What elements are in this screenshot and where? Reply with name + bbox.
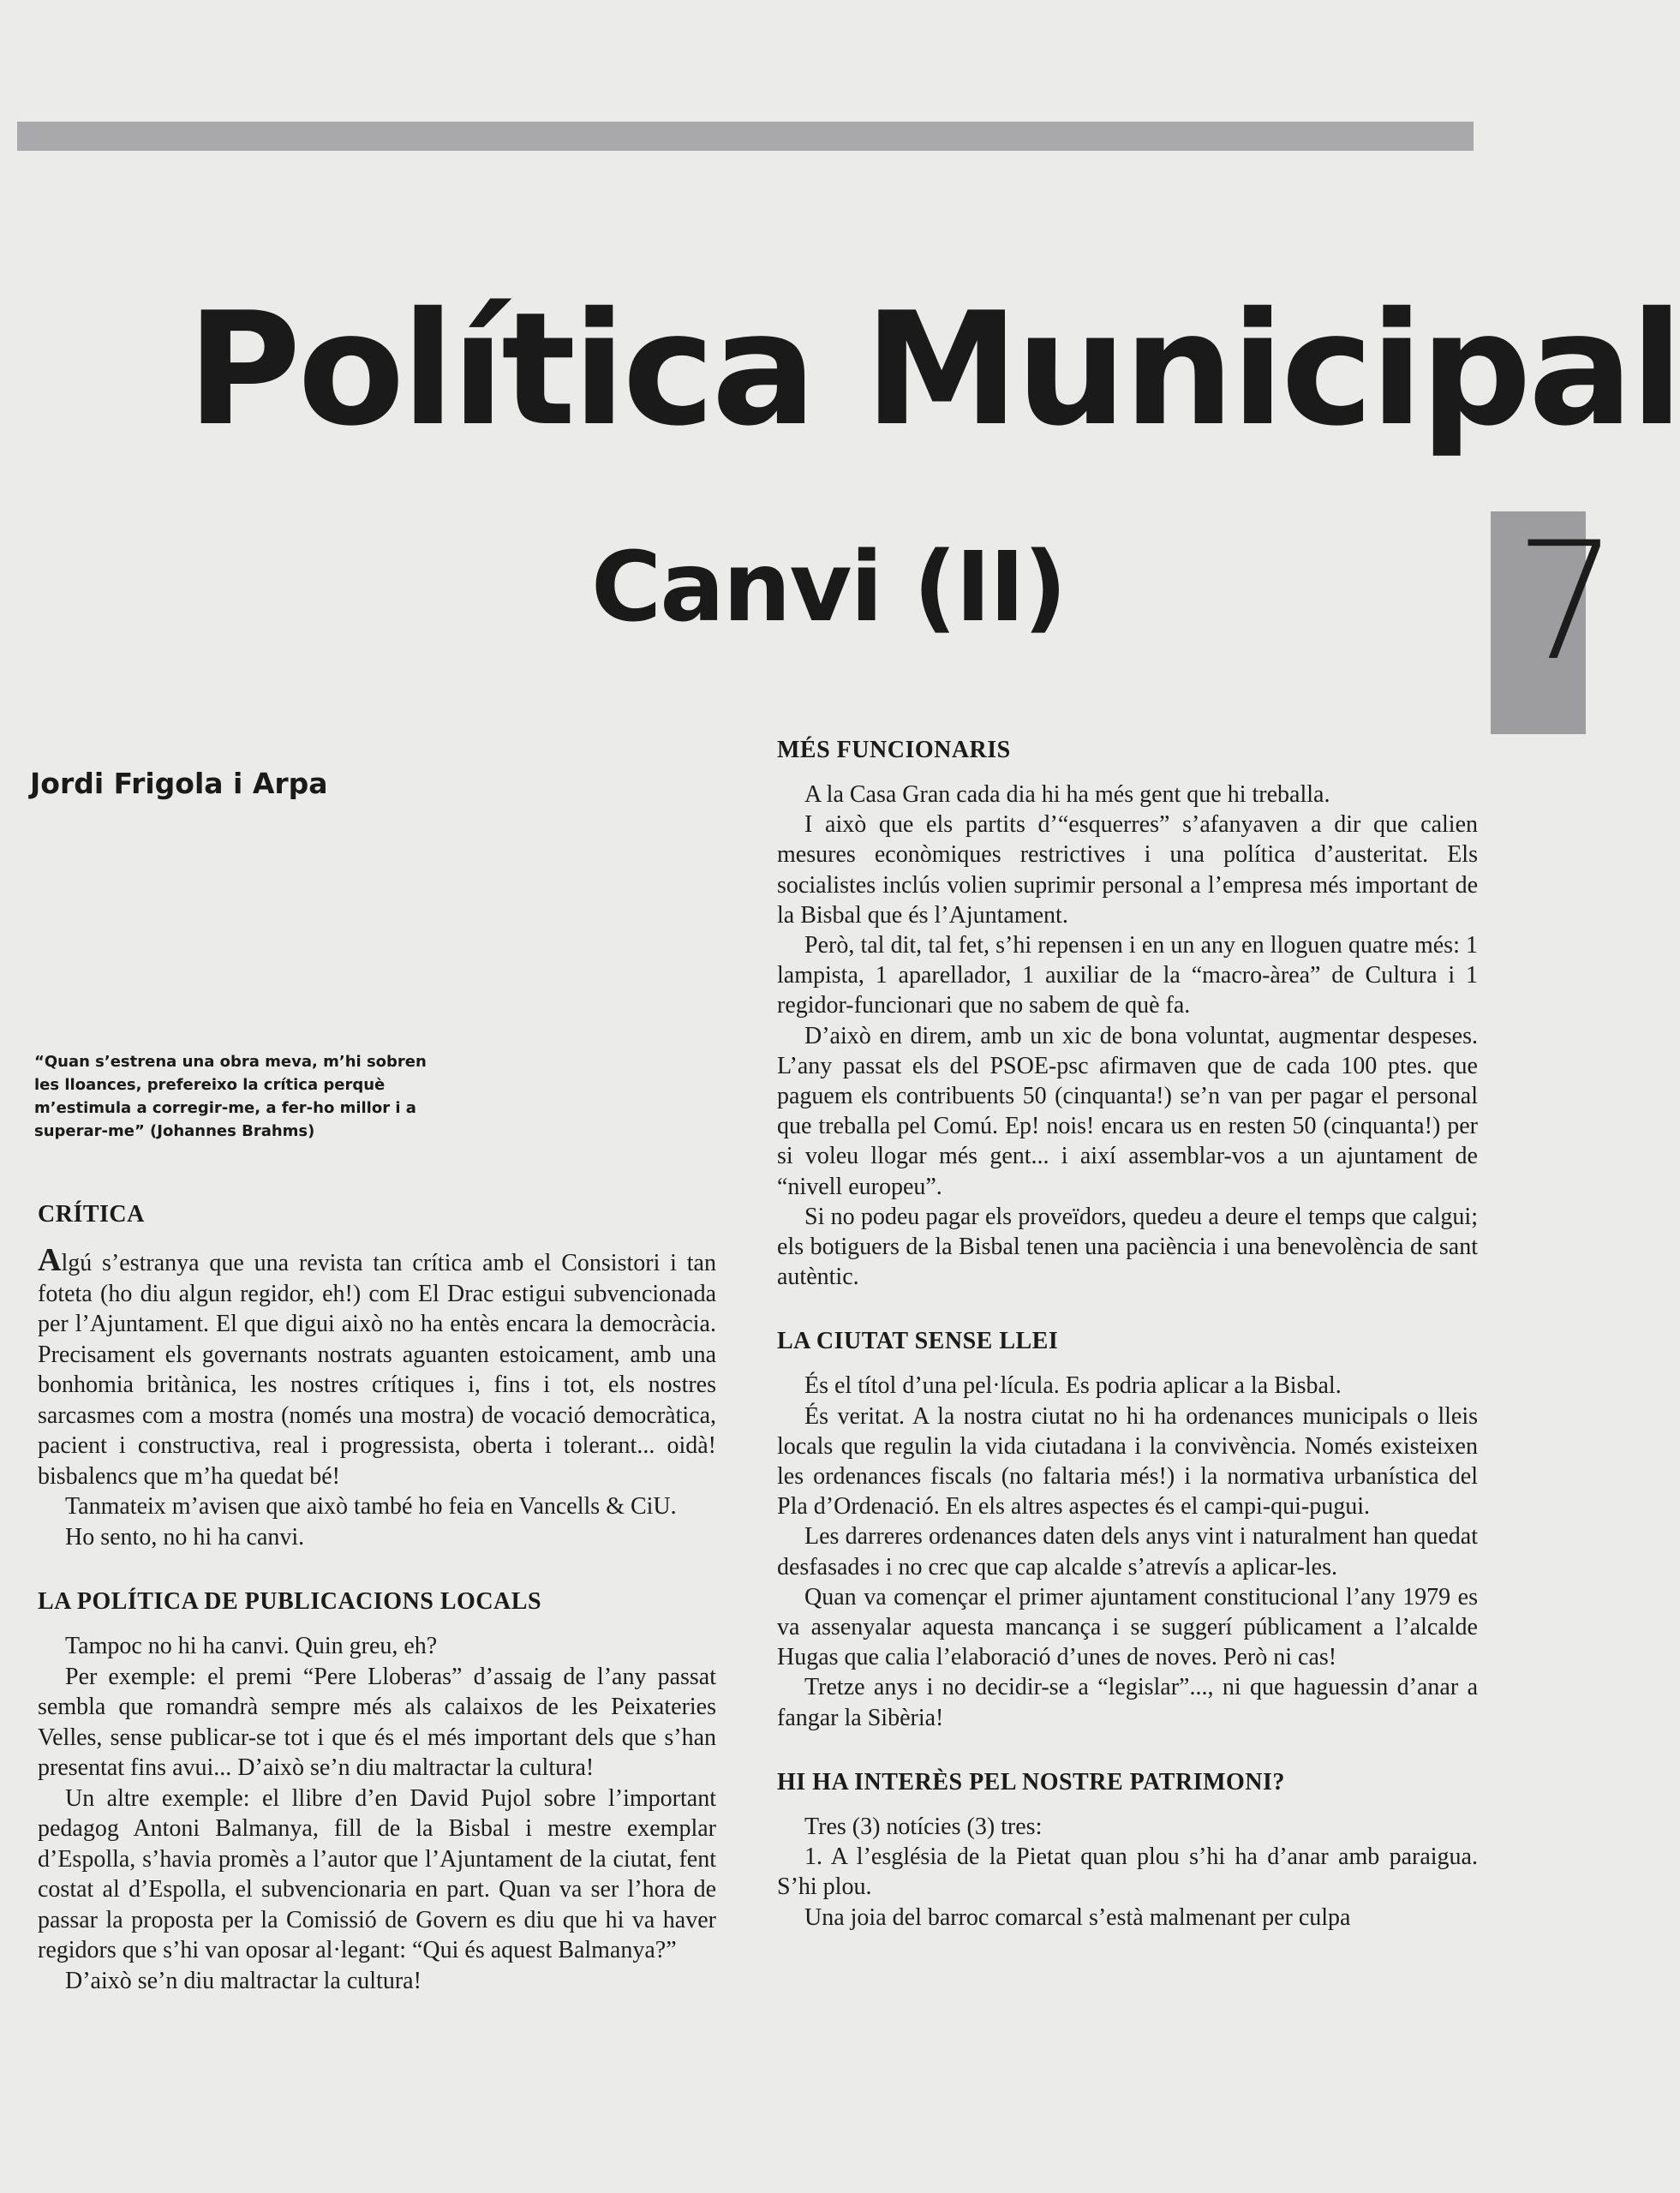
paragraph: Tres (3) notícies (3) tres: — [804, 1813, 1043, 1840]
paragraph: D’això se’n diu maltractar la cultura! — [65, 1967, 421, 1994]
article-subtitle: Canvi (II) — [591, 532, 1066, 643]
drop-cap: A — [38, 1242, 62, 1278]
section-heading: CRÍTICA — [38, 1201, 145, 1228]
section-publicacions — [38, 1588, 716, 1996]
paragraph: 1. A l’església de la Pietat quan plou s’hi ha d’anar amb paraigua. S’hi plou. — [777, 1843, 1478, 1901]
paragraph-text: lgú s’estranya que una revista tan crítica amb el Consistori i tan foteta (ho diu algun regidor, eh!) com El Drac estigui subvencionada per l’Ajuntament. El que digui això no ha entès encara la democràcia. Precisament els governants nostrats aguanten estoicament, amb una bonhomia britànica, les nostres crítiques i, fins i tot, els nostres sarcasmes com a mostra (només una mostra) de vocació democràtica, pacient i constructiva, real i progressista, oberta i tolerant... oidà! bisbalencs que m’ha quedat bé! — [38, 1250, 716, 1490]
section-heading: MÉS FUNCIONARIS — [777, 737, 1011, 763]
paragraph: Un altre exemple: el llibre d’en David Pujol sobre l’important pedagog Antoni Balmanya, fill de la Bisbal i mestre exemplar d’Espolla, s’havia promès a l’autor que l’Ajuntament de la ciutat, fent costat al d’Espolla, el subvencionaria en part. Quan va ser l’hora de passar la proposta per la Comissió de Govern es diu que hi va haver regidors que s’hi van oposar al·legant: “Qui és aquest Balmanya?” — [38, 1784, 716, 1963]
header-rule — [17, 122, 1474, 151]
section-heading: LA POLÍTICA DE PUBLICACIONS LOCALS — [38, 1588, 542, 1615]
section-funcionaris — [777, 737, 1478, 1292]
paragraph: Però, tal dit, tal fet, s’hi repensen i en un any en lloguen quatre més: 1 lampista, 1 aparellador, 1 auxiliar de la “macro-àrea” de Cultura i 1 regidor-funcionari que no sabem de què fa. — [777, 932, 1478, 1019]
paragraph: Tampoc no hi ha canvi. Quin greu, eh? — [65, 1633, 438, 1659]
author-byline: Jordi Frigola i Arpa — [30, 767, 328, 800]
paragraph: Una joia del barroc comarcal s’està malmenant per culpa — [804, 1903, 1351, 1931]
section-ciutat-sense-llei — [777, 1328, 1478, 1732]
paragraph: Per exemple: el premi “Pere Lloberas” d’assaig de l’any passat sembla que romandrà sempre més als calaixos de les Peixateries Velles, sense publicar-se tot i que és el més important dels que s’han presentat fins avui... D’això se’n diu maltractar la cultura! — [38, 1663, 716, 1781]
epigraph-quote: “Quan s’estrena una obra meva, m’hi sobren les lloances, prefereixo la crítica perquè m’estimula a corregir-me, a fer-ho millor i a superar-me” (Johannes Brahms) — [34, 1053, 427, 1140]
paragraph: Si no podeu pagar els proveïdors, quedeu a deure el temps que calgui; els botiguers de la Bisbal tenen una paciència i una benevolència de sant autèntic. — [777, 1203, 1478, 1291]
paragraph: Quan va començar el primer ajuntament constitucional l’any 1979 es va assenyalar aquesta mancança i se suggerí públicament a l’alcalde Hugas que calia l’elaboració d’unes de noves. Però ni cas! — [777, 1583, 1478, 1671]
paragraph: D’això en direm, amb un xic de bona voluntat, augmentar despeses. L’any passat els del PSOE-psc afirmaven que de cada 100 ptes. que paguem els contribuents 50 (cinquanta!) se’n van per pagar el personal que treballa pel Comú. Ep! nois! encara us en resten 50 (cinquanta!) per si voleu llogar més gent... i així assemblar-vos a un ajuntament de “nivell europeu”. — [777, 1022, 1478, 1200]
left-column — [38, 1201, 716, 2032]
right-column — [777, 737, 1478, 1969]
paragraph: I això que els partits d’“esquerres” s’afanyaven a dir que calien mesures econòmiques restrictives i una política d’austeritat. Els socialistes inclús volien suprimir personal a l’empresa més important de la Bisbal que és l’Ajuntament. — [777, 811, 1478, 929]
paragraph: Ho sento, no hi ha canvi. — [65, 1523, 305, 1551]
article-title: Política Municipal — [187, 278, 1680, 460]
paragraph: A la Casa Gran cada dia hi ha més gent que hi treballa. — [804, 781, 1330, 808]
section-heading: LA CIUTAT SENSE LLEI — [777, 1328, 1059, 1355]
section-patrimoni — [777, 1769, 1478, 1933]
paragraph: Les darreres ordenances daten dels anys vint i naturalment han quedat desfasades i no crec que cap alcalde s’atrevís a aplicar-les. — [777, 1523, 1478, 1581]
page-number: 7 — [1515, 507, 1618, 696]
paragraph: Tanmateix m’avisen que això també ho feia en Vancells & CiU. — [65, 1493, 677, 1520]
paragraph: Tretze anys i no decidir-se a “legislar”..., ni que haguessin d’anar a fangar la Sibèria! — [777, 1674, 1478, 1731]
paragraph: És veritat. A la nostra ciutat no hi ha ordenances municipals o lleis locals que regulin la vida ciutadana i la convivència. Només existeixen les ordenances fiscals (no faltaria més!) i la normativa urbanística del Pla d’Ordenació. En els altres aspectes és el campi-qui-pugui. — [777, 1402, 1478, 1521]
section-heading: HI HA INTERÈS PEL NOSTRE PATRIMONI? — [777, 1768, 1285, 1796]
paragraph: És el títol d’una pel·lícula. Es podria aplicar a la Bisbal. — [804, 1372, 1342, 1400]
section-critica — [38, 1201, 716, 1552]
paragraph — [38, 1244, 716, 1491]
